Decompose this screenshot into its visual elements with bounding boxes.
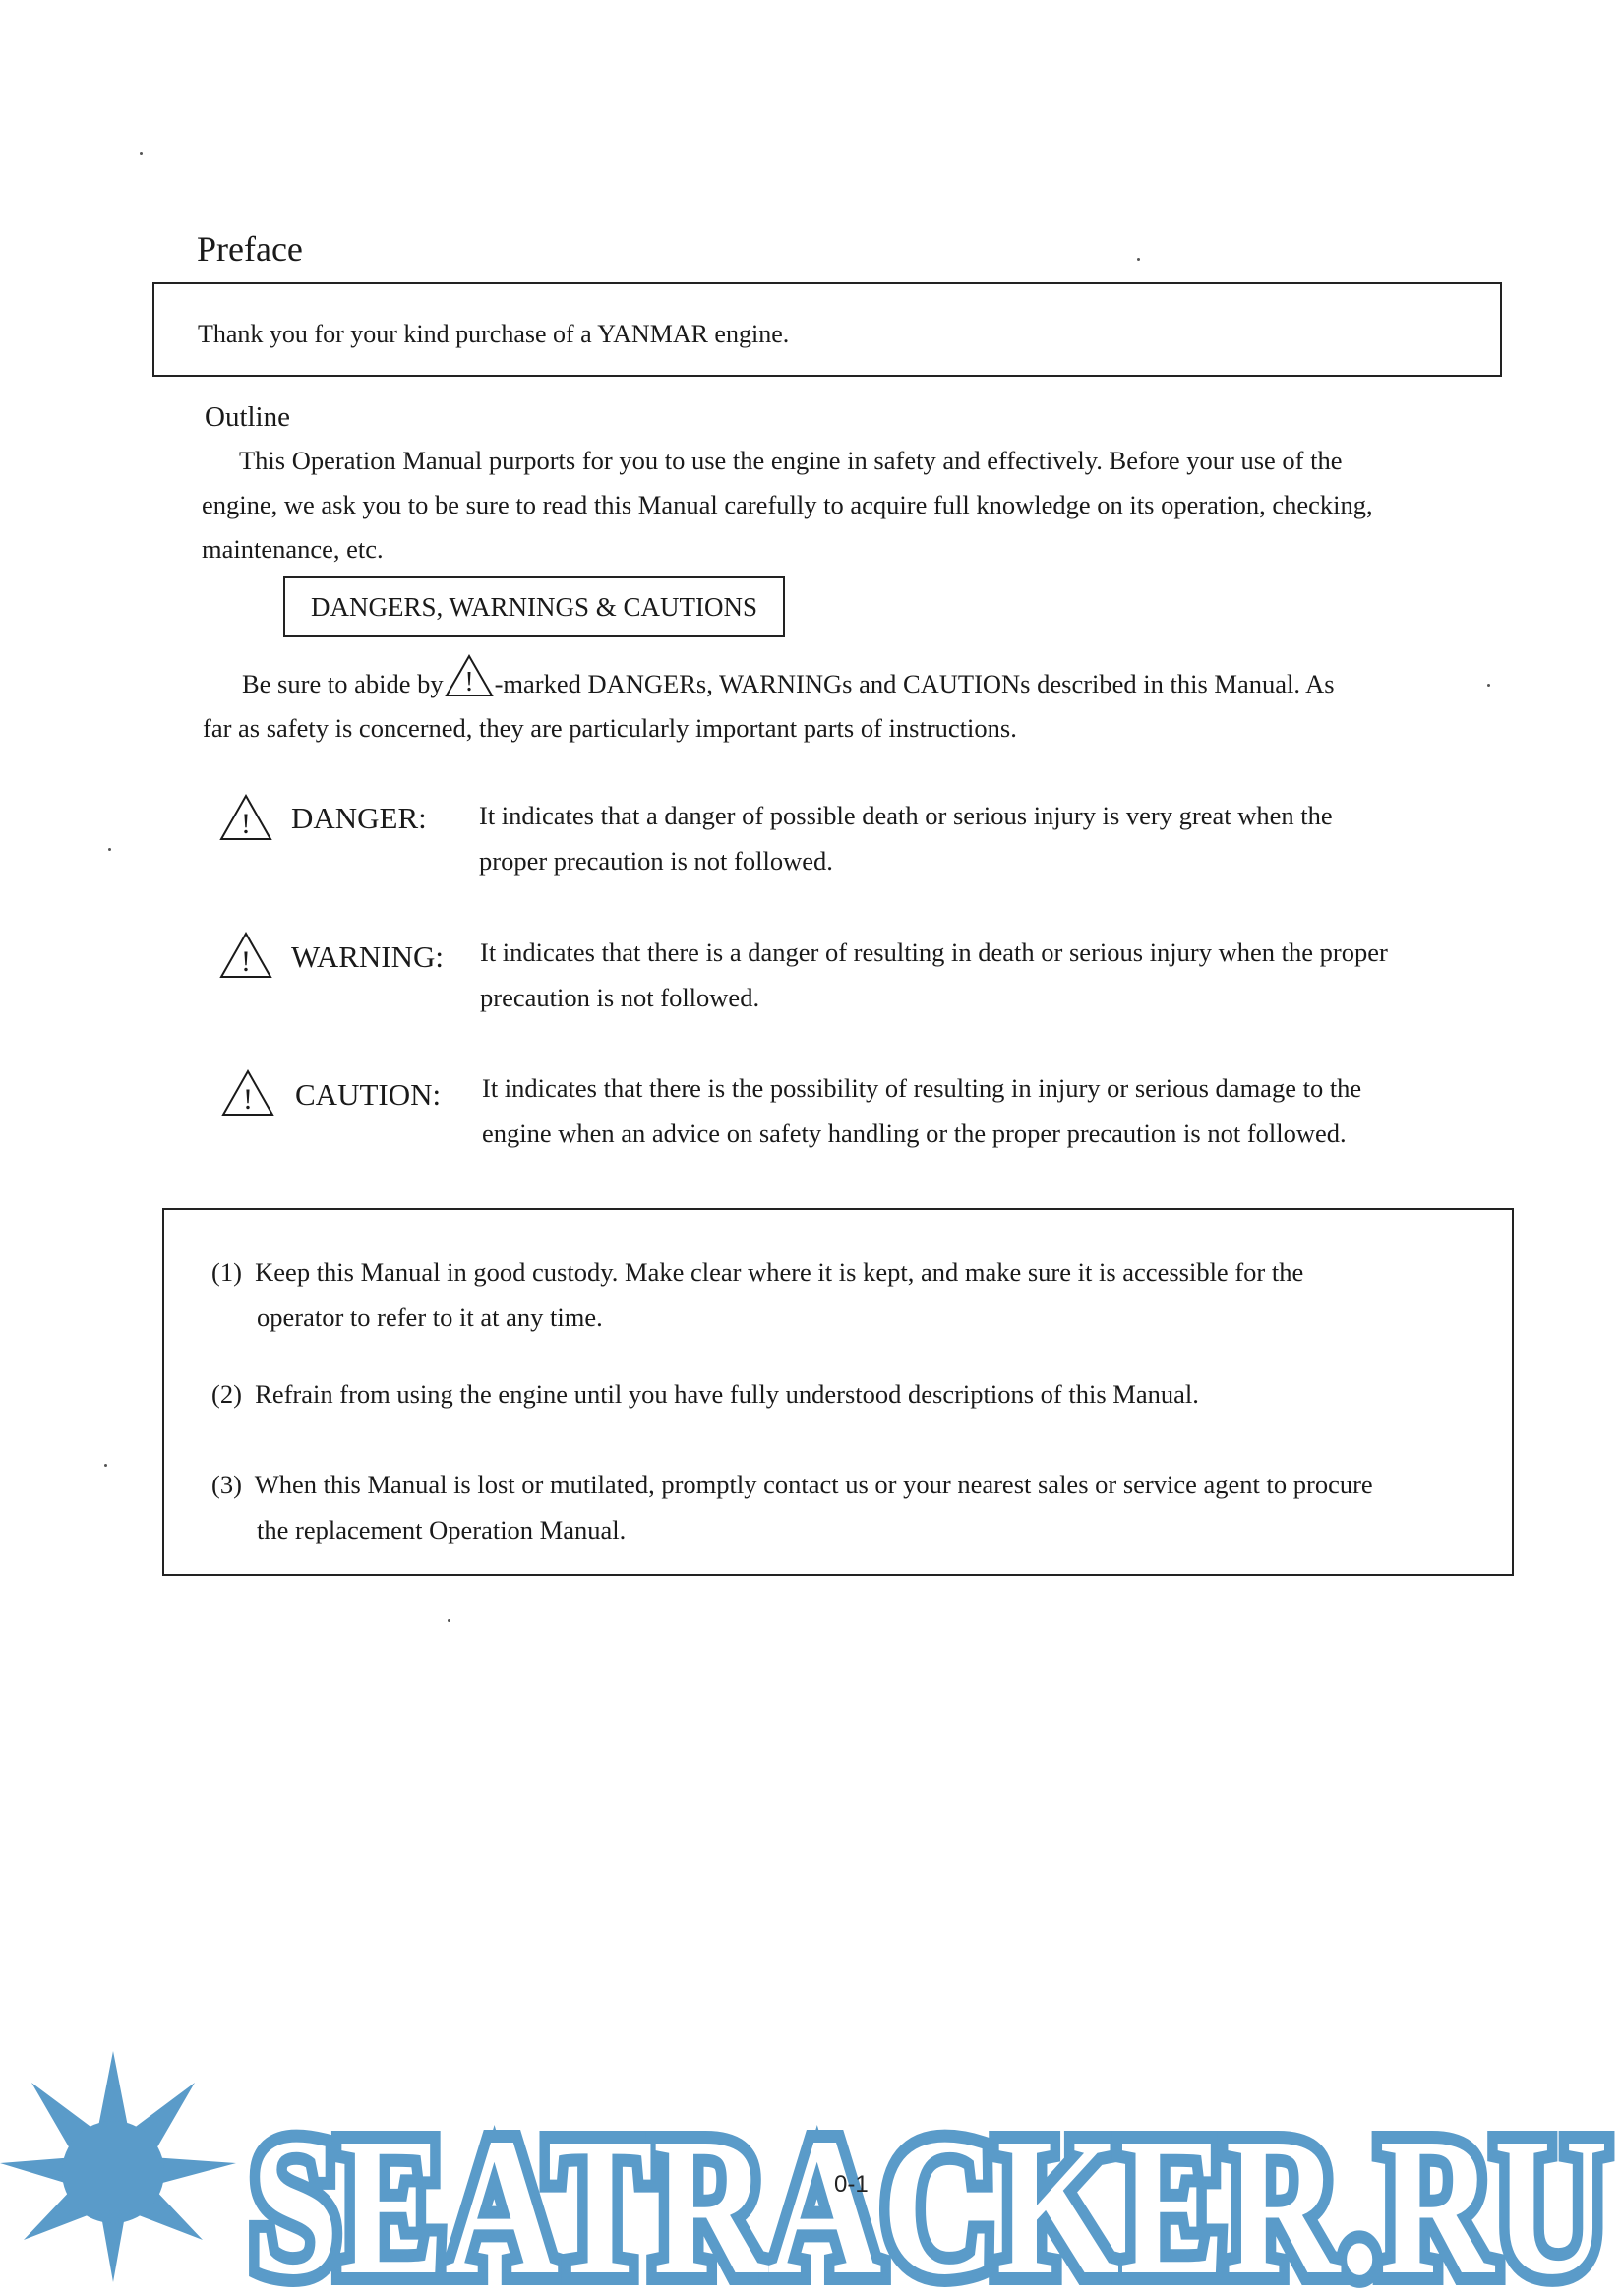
outline-line-1: This Operation Manual purports for you to use the engine in safety and effectively. Before your use of the <box>239 446 1343 475</box>
scan-speck <box>1487 684 1490 687</box>
note-1 <box>211 1249 1303 1340</box>
warning-line-2: precaution is not followed. <box>480 983 760 1012</box>
note-1-line-2: operator to refer to it at any time. <box>257 1302 603 1332</box>
abide-paragraph <box>203 653 1335 751</box>
abide-after: -marked DANGERs, WARNINGs and CAUTIONs described in this Manual. As <box>494 669 1335 698</box>
svg-text:!: ! <box>241 808 251 840</box>
dwc-label-box: DANGERS, WARNINGS & CAUTIONS <box>283 576 785 637</box>
note-1-line-1 <box>211 1249 1303 1295</box>
svg-text:!: ! <box>243 1083 253 1116</box>
note-3-line-2: the replacement Operation Manual. <box>257 1515 627 1544</box>
danger-label: DANGER: <box>291 801 427 835</box>
outline-line-3: maintenance, etc. <box>202 534 384 564</box>
warning-label: WARNING: <box>291 939 444 974</box>
note-2-number: (2) <box>211 1379 242 1409</box>
note-3-number: (3) <box>211 1470 242 1499</box>
scan-speck <box>1137 258 1140 261</box>
outline-line-2: engine, we ask you to be sure to read this Manual carefully to acquire full knowledge on its operation, checking, <box>202 490 1373 519</box>
warning-description <box>480 930 1388 1020</box>
thank-you-text: Thank you for your kind purchase of a YANMAR engine. <box>198 320 790 348</box>
svg-text:!: ! <box>241 945 251 978</box>
caution-line-1: It indicates that there is the possibility of resulting in injury or serious damage to the <box>482 1073 1362 1103</box>
scan-speck <box>108 848 111 851</box>
danger-line-2: proper precaution is not followed. <box>479 846 833 876</box>
caution-triangle-icon <box>220 1068 275 1118</box>
scan-speck <box>448 1619 450 1622</box>
warning-triangle-icon <box>444 653 495 698</box>
note-3-line-1 <box>211 1462 1373 1507</box>
note-1-text: Keep this Manual in good custody. Make clear where it is kept, and make sure it is accessible for the <box>255 1257 1304 1287</box>
danger-triangle-icon <box>218 793 273 842</box>
abide-before: Be sure to abide by <box>242 669 444 698</box>
thank-you-box <box>152 282 1502 377</box>
caution-label: CAUTION: <box>295 1077 442 1112</box>
notes-box <box>162 1208 1514 1576</box>
note-1-number: (1) <box>211 1257 242 1287</box>
scan-speck <box>140 152 143 155</box>
caution-line-2: engine when an advice on safety handling or the proper precaution is not followed. <box>482 1118 1347 1148</box>
note-2-text: Refrain from using the engine until you have fully understood descriptions of this Manual. <box>255 1379 1199 1409</box>
abide-line-1 <box>203 653 1335 706</box>
note-3-text: When this Manual is lost or mutilated, promptly contact us or your nearest sales or service agent to procure <box>254 1470 1373 1499</box>
scan-speck <box>104 1464 107 1467</box>
outline-heading: Outline <box>205 401 290 433</box>
danger-line-1: It indicates that a danger of possible death or serious injury is very great when the <box>479 801 1333 830</box>
outline-paragraph <box>202 439 1373 572</box>
watermark-text: SEATRACKER.RU <box>251 2098 1608 2296</box>
warning-line-1: It indicates that there is a danger of resulting in death or serious injury when the proper <box>480 937 1388 967</box>
sun-burst-icon <box>0 2051 236 2282</box>
svg-text:!: ! <box>463 667 474 697</box>
page-number: 0-1 <box>834 2171 869 2198</box>
watermark-logo <box>0 2051 1621 2296</box>
note-3 <box>211 1462 1373 1552</box>
note-2 <box>211 1371 1199 1417</box>
page-title: Preface <box>197 229 303 269</box>
abide-line-2: far as safety is concerned, they are particularly important parts of instructions. <box>203 713 1017 743</box>
warning-triangle-icon <box>218 931 273 980</box>
note-2-line-1 <box>211 1371 1199 1417</box>
danger-description <box>479 793 1333 883</box>
caution-description <box>482 1065 1361 1156</box>
